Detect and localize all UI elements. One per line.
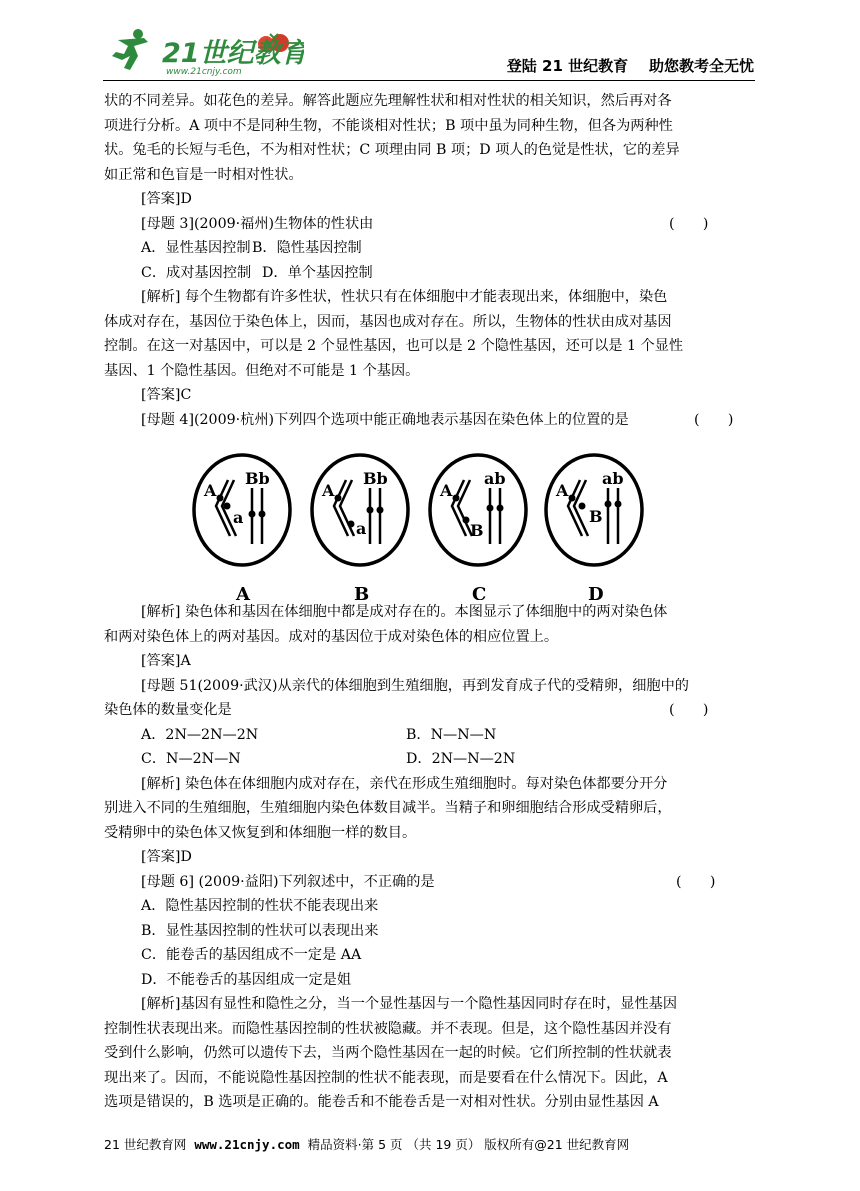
- question-stem: [母题 3](2009·福州)生物体的性状由: [141, 215, 374, 232]
- analysis-line: [解析] 每个生物都有许多性状，性状只有在体细胞中才能表现出来，体细胞中，染色: [141, 289, 668, 305]
- gene-label: ab: [602, 469, 624, 488]
- page-content: [104, 89, 756, 1115]
- option-c: C．N—2N—N: [141, 751, 241, 767]
- site-logo: [104, 26, 304, 76]
- analysis-line: 控制。在这一对基因中，可以是 2 个显性基因，也可以是 2 个隐性基因，还可以是 1 个显性: [104, 338, 684, 354]
- cell-label: C: [472, 584, 487, 600]
- analysis-line: 体成对存在，基因位于染色体上，因而，基因也成对存在。所以，生物体的性状由成对基因: [104, 313, 672, 330]
- header-divider: [103, 80, 755, 81]
- gene-label: A: [440, 481, 453, 500]
- question-4-stem: [104, 408, 756, 433]
- answer-line: [答案]A: [141, 653, 191, 669]
- analysis-line: [解析]基因有显性和隐性之分，当一个显性基因与一个隐性基因同时存在时，显性基因: [141, 996, 678, 1012]
- chromosome-figure: [104, 432, 756, 600]
- text-line: 状的不同差异。如花色的差异。解答此题应先理解性状和相对性状的相关知识，然后再对各: [104, 93, 672, 109]
- logo-text: 21世纪教育: [162, 38, 304, 69]
- gene-label: a: [233, 508, 244, 527]
- question-5-stem: [母题 51(2009·武汉)从亲代的体细胞到生殖细胞，再到发育成子代的受精卵，细胞中的: [141, 677, 689, 694]
- question-5-stem-cont: [104, 698, 756, 723]
- logo-graphic: [104, 26, 304, 76]
- cell-b: [312, 455, 408, 600]
- gene-label: B: [470, 521, 484, 540]
- question-6-stem: [104, 870, 756, 895]
- analysis-line: [解析] 染色体在体细胞内成对存在，亲代在形成生殖细胞时。每对染色体都要分开分: [141, 775, 668, 792]
- options-row: [104, 236, 756, 261]
- text-line: 项进行分析。A 项中不是同种生物，不能谈相对性状；B 项中虽为同种生物，但各为两种性: [104, 117, 673, 134]
- option-b: B．隐性基因控制: [252, 240, 362, 256]
- answer-line: [答案]C: [141, 387, 192, 403]
- analysis-line: 控制性状表现出来。而隐性基因控制的性状被隐藏。并不表现。但是，这个隐性基因并没有: [104, 1020, 672, 1037]
- cell-c: [430, 455, 526, 600]
- gene-label: A: [204, 481, 217, 500]
- answer-blank: ( ): [669, 215, 709, 232]
- cell-label: D: [588, 584, 604, 600]
- chromosome-diagram: [104, 432, 756, 600]
- option-b: B．显性基因控制的性状可以表现出来: [141, 922, 379, 939]
- gene-label: a: [356, 519, 367, 538]
- cell-label: B: [354, 584, 370, 600]
- analysis-line: 基因、1 个隐性基因。但绝对不可能是 1 个基因。: [104, 362, 420, 379]
- cell-label: A: [236, 584, 250, 600]
- footer-left: 21 世纪教育网: [104, 1137, 195, 1152]
- question-stem: [母题 4](2009·杭州)下列四个选项中能正确地表示基因在染色体上的位置的是: [141, 411, 629, 428]
- option-b: B．N—N—N: [406, 726, 497, 743]
- option-a: A．2N—2N—2N: [141, 726, 259, 743]
- text-line: 状。兔毛的长短与毛色，不为相对性状；C 项理由同 B 项；D 项人的色觉是性状，它的差异: [104, 142, 680, 158]
- gene-label: A: [556, 481, 569, 500]
- option-c: C．能卷舌的基因组成不一定是 AA: [141, 947, 362, 963]
- answer-line: [答案]D: [141, 191, 192, 207]
- options-row: [104, 261, 756, 286]
- analysis-line: 现出来了。因而，不能说隐性基因控制的性状不能表现，而是要看在什么情况下。因此，A: [104, 1069, 668, 1086]
- answer-blank: ( ): [694, 411, 734, 428]
- options-row: [104, 723, 756, 748]
- option-d: D．不能卷舌的基因组成一定是姐: [141, 971, 352, 988]
- footer-right: 精品资料·第 5 页 （共 19 页） 版权所有@21 世纪教育网: [299, 1137, 630, 1152]
- gene-label: Bb: [245, 469, 270, 488]
- cell-d: [546, 455, 642, 600]
- answer-line: [答案]D: [141, 849, 192, 865]
- header-slogan: 登陆 21 世纪教育 助您教考全无忧: [506, 57, 754, 75]
- analysis-line: 选项是错误的，B 选项是正确的。能卷舌和不能卷舌是一对相对性状。分别由显性基因 A: [104, 1094, 659, 1110]
- gene-label: Bb: [363, 469, 388, 488]
- gene-label: A: [322, 481, 335, 500]
- text-line: 如正常和色盲是一时相对性状。: [104, 166, 303, 183]
- footer-url: www.21cnjy.com: [194, 1137, 300, 1152]
- answer-blank: ( ): [669, 702, 709, 718]
- analysis-line: 受到什么影响，仍然可以遗传下去，当两个隐性基因在一起的时候。它们所控制的性状就表: [104, 1045, 672, 1061]
- option-d: D．2N—N—2N: [406, 751, 516, 767]
- analysis-line: 和两对染色体上的两对基因。成对的基因位于成对染色体的相应位置上。: [104, 628, 559, 645]
- analysis-line: 别进入不同的生殖细胞，生殖细胞内染色体数目减半。当精子和卵细胞结合形成受精卵后，: [104, 800, 672, 816]
- page-footer: [104, 1135, 756, 1153]
- answer-blank: ( ): [676, 873, 716, 890]
- option-c: C．成对基因控制: [141, 264, 252, 281]
- option-a: A．隐性基因控制的性状不能表现出来: [141, 898, 379, 914]
- runner-icon: [112, 29, 148, 70]
- option-a: A．显性基因控制: [141, 240, 251, 256]
- cell-a: [194, 455, 290, 600]
- analysis-line: [解析] 染色体和基因在体细胞中都是成对存在的。本图显示了体细胞中的两对染色体: [141, 604, 668, 620]
- gene-label: B: [589, 507, 603, 526]
- options-row: [104, 747, 756, 772]
- analysis-line: 受精卵中的染色体又恢复到和体细胞一样的数目。: [104, 824, 417, 841]
- logo-url: www.21cnjy.com: [166, 67, 242, 76]
- question-stem: [母题 6] (2009·益阳)下列叙述中，不正确的是: [141, 873, 435, 890]
- option-d: D．单个基因控制: [262, 264, 373, 281]
- gene-label: ab: [484, 469, 506, 488]
- question-3-stem: [104, 212, 756, 237]
- question-stem: 染色体的数量变化是: [104, 702, 232, 718]
